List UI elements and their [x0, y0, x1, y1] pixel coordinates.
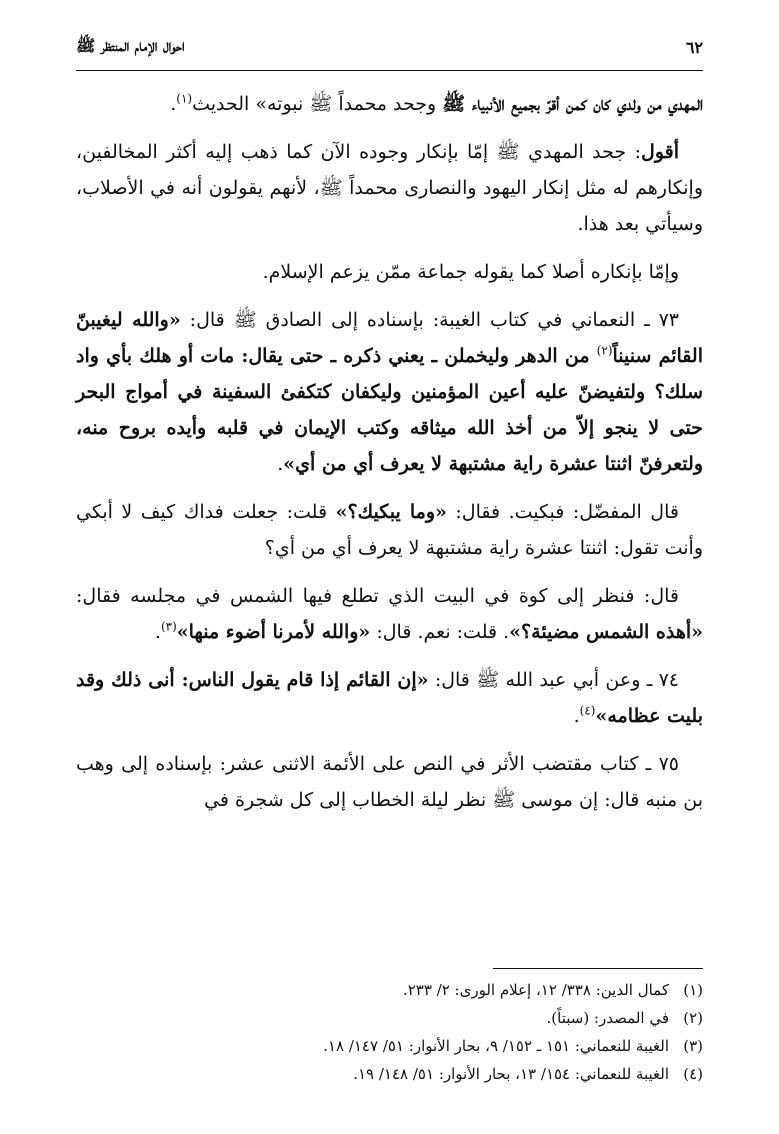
footnote — [76, 1032, 703, 1060]
text-segment: . — [277, 453, 284, 475]
text-segment: وإمّا بإنكاره أصلا كما يقوله جماعة ممّن يزعم الإسلام. — [262, 261, 679, 283]
footnote-number: (٣) — [683, 1037, 703, 1055]
text-segment: ٧٥ ـ كتاب مقتضب الأثر في النص على الأئمة الاثنى عشر: بإسناده إلى وهب بن منبه قال: إن موسى ﷺ نظر ليلة الخطاب إلى كل شجرة في — [76, 753, 703, 811]
footnote-text: الغيبة للنعماني: ١٥٤/ ١٣، بحار الأنوار: ٥١/ ١٤٨/ ١٩. — [353, 1065, 669, 1083]
text-segment: «والله ليغيبنّ القائم سنيناً — [76, 309, 703, 367]
text-segment: . — [170, 93, 177, 115]
footnote-marker: (٤) — [579, 703, 596, 718]
text-segment: «أهذه الشمس مضيئة؟» — [509, 621, 703, 643]
text-segment: من الدهر وليخملن ـ يعني ذكره ـ حتى يقال: مات أو هلك بأي واد سلك؟ ولتفيضنّ عليه أعين المؤمنين وليكفان كتكفئ السفينة في أمواج البحر حتى لا ينجو إلاّ من أخذ الله ميثاقه وكتب الإيمان في قلبه وأيده بروح منه، ولتعرفنّ اثنتا عشرة راية مشتبهة لا يعرف أي من أي» — [76, 345, 703, 475]
text-segment: : جحد المهدي ﷺ إمّا بإنكار وجوده الآن كما ذهب إليه أكثر المخالفين، وإنكارهم له مثل إنكار اليهود والنصارى محمداً ﷺ، لأنهم يقولون أنه في الأصلاب، وسيأتي بعد هذا. — [76, 141, 703, 235]
running-title: احوال الإمام المنتظر ﷺ — [76, 35, 185, 55]
paragraph — [76, 302, 703, 482]
body-text — [76, 86, 703, 830]
footnote-number: (٤) — [683, 1065, 703, 1083]
page-number: ٦٢ — [685, 37, 703, 57]
footnote-rule — [493, 968, 703, 969]
paragraph — [76, 494, 703, 566]
footnote-marker: (٢) — [596, 343, 613, 358]
footnote — [76, 1060, 703, 1088]
paragraph — [76, 662, 703, 734]
text-segment: قلت: جعلت فداك كيف لا أبكي وأنت تقول: اثنتا عشرة راية مشتبهة لا يعرف أي من أي؟ — [76, 501, 703, 559]
text-segment: قال: فنظر إلى كوة في البيت الذي تطلع فيها الشمس في مجلسه فقال: — [76, 585, 679, 607]
footnote-marker: (١) — [176, 91, 193, 106]
footnote — [76, 1004, 703, 1032]
text-segment: قال المفضّل: فبكيت. فقال: — [446, 501, 679, 523]
text-segment: «إن القائم إذا قام يقول الناس: أنى ذلك وقد بليت عظامه» — [76, 669, 703, 727]
text-segment: المهدي من ولدي كان كمن أقرّ بجميع الأنبياء ﷺ — [442, 93, 703, 115]
text-segment: «والله لأمرنا أضوء منها» — [176, 621, 371, 643]
paragraph — [76, 746, 703, 818]
footnote-text: في المصدر: (سبتاً). — [546, 1009, 669, 1027]
text-segment: ٧٤ ـ وعن أبي عبد الله ﷺ قال: — [428, 669, 679, 691]
footnote-number: (١) — [683, 981, 703, 999]
page-header — [76, 28, 703, 66]
paragraph — [76, 86, 703, 122]
paragraph — [76, 578, 703, 650]
footnote-number: (٢) — [683, 1009, 703, 1027]
paragraph — [76, 134, 703, 242]
text-segment: ٧٣ ـ النعماني في كتاب الغيبة: بإسناده إلى الصادق ﷺ قال: — [180, 309, 680, 331]
text-segment: وجحد محمداً ﷺ نبوته» الحديث — [192, 93, 443, 115]
footnotes — [76, 976, 703, 1088]
text-segment: . — [573, 705, 580, 727]
footnote — [76, 976, 703, 1004]
header-rule — [76, 70, 703, 71]
footnote-text: الغيبة للنعماني: ١٥١ ـ ١٥٢/ ٩، بحار الأنوار: ٥١/ ١٤٧/ ١٨. — [323, 1037, 669, 1055]
text-segment: «وما يبكيك؟» — [335, 501, 447, 523]
footnote-marker: (٣) — [160, 619, 177, 634]
text-segment: أقول — [641, 141, 679, 163]
paragraph — [76, 254, 703, 290]
text-segment: . — [154, 621, 161, 643]
text-segment: . قلت: نعم. قال: — [370, 621, 510, 643]
footnote-text: كمال الدين: ٣٣٨/ ١٢، إعلام الورى: ٢/ ٢٣٣. — [402, 981, 669, 999]
